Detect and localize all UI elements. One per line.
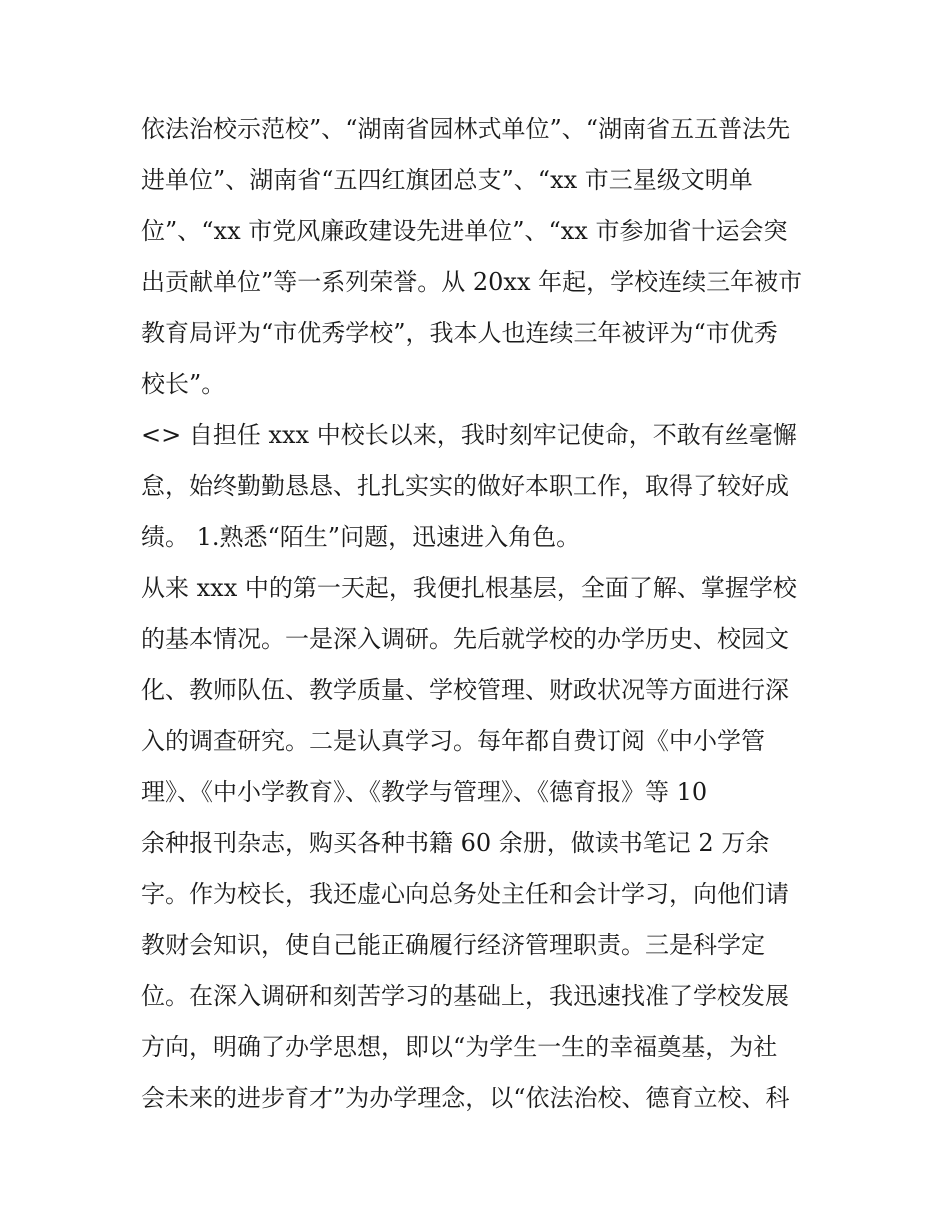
text-line: 出贡献单位”等一系列荣誉。从 20xx 年起，学校连续三年被市: [141, 268, 803, 296]
text-line: 余种报刊杂志，购买各种书籍 60 余册，做读书笔记 2 万余: [141, 829, 770, 857]
text-line: 字。作为校长，我还虚心向总务处主任和会计学习，向他们请: [141, 880, 789, 908]
text-line: 教育局评为“市优秀学校”，我本人也连续三年被评为“市优秀: [141, 319, 778, 347]
text-line: 校长”。: [141, 370, 226, 398]
text-line: 方向，明确了办学思想，即以“为学生一生的幸福奠基，为社: [141, 1033, 778, 1061]
text-line: 位”、“xx 市党风廉政建设先进单位”、“xx 市参加省十运会突: [141, 217, 788, 245]
text-line: 会未来的进步育才”为办学理念，以“依法治校、德育立校、科: [141, 1084, 790, 1112]
text-line: <> 自担任 xxx 中校长以来，我时刻牢记使命，不敢有丝毫懈: [141, 421, 797, 449]
text-line: 理》、《中小学教育》、《教学与管理》、《德育报》等 10: [141, 778, 708, 806]
text-line: 位。在深入调研和刻苦学习的基础上，我迅速找准了学校发展: [141, 982, 789, 1010]
text-line: 进单位”、湖南省“五四红旗团总支”、“xx 市三星级文明单: [141, 166, 753, 194]
text-line: 从来 xxx 中的第一天起，我便扎根基层，全面了解、掌握学校: [141, 574, 797, 602]
text-line: 的基本情况。一是深入调研。先后就学校的办学历史、校园文: [141, 625, 789, 653]
text-line: 化、教师队伍、教学质量、学校管理、财政状况等方面进行深: [141, 676, 789, 704]
text-line: 入的调查研究。二是认真学习。每年都自费订阅《中小学管: [141, 727, 765, 755]
text-line: 教财会知识，使自己能正确履行经济管理职责。三是科学定: [141, 931, 765, 959]
text-line: 怠，始终勤勤恳恳、扎扎实实的做好本职工作，取得了较好成: [141, 472, 789, 500]
text-line: 依法治校示范校”、“湖南省园林式单位”、“湖南省五五普法先: [141, 115, 791, 143]
document-body: [141, 104, 821, 1124]
text-line: 绩。 1.熟悉“陌生”问题，迅速进入角色。: [141, 523, 581, 551]
